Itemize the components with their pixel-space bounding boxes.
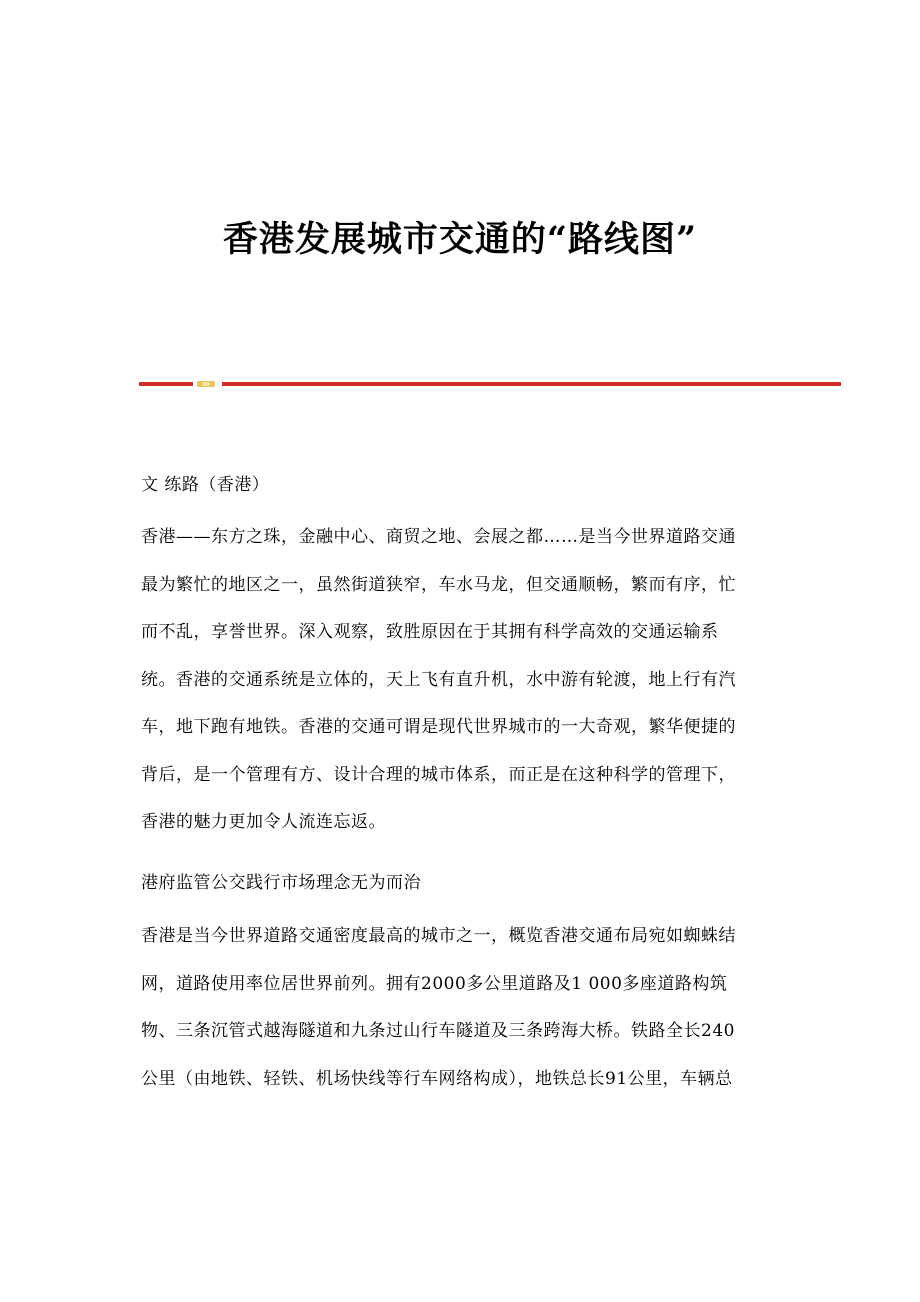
divider-left-bar xyxy=(139,382,193,386)
paragraph-line: 车，地下跑有地铁。香港的交通可谓是现代世界城市的一大奇观，繁华便捷的 xyxy=(141,717,736,737)
title-divider xyxy=(139,380,841,388)
paragraph-line: 背后，是一个管理有方、设计合理的城市体系，而正是在这种科学的管理下， xyxy=(141,764,736,785)
paragraph-line: 公里（由地铁、轻铁、机场快线等行车网络构成），地铁总长91公里，车辆总 xyxy=(141,1068,733,1089)
paragraph-line: 统。香港的交通系统是立体的，天上飞有直升机，水中游有轮渡，地上行有汽 xyxy=(141,669,736,690)
intro-paragraph xyxy=(141,514,781,847)
paragraph-line: 香港——东方之珠，金融中心、商贸之地、会展之都……是当今世界道路交通 xyxy=(141,527,736,547)
paragraph-line: 网，道路使用率位居世界前列。拥有2000多公里道路及1 000多座道路构筑 xyxy=(141,973,728,994)
document-title: 香港发展城市交通的“路线图” xyxy=(222,219,698,260)
paragraph-line: 香港是当今世界道路交通密度最高的城市之一，概览香港交通布局宛如蜘蛛结 xyxy=(141,926,736,946)
section-heading xyxy=(141,860,781,908)
section-heading-text: 港府监管公交践行市场理念无为而治 xyxy=(141,873,421,893)
paragraph-line: 物、三条沉管式越海隧道和九条过山行车隧道及三条跨海大桥。铁路全长240 xyxy=(141,1021,735,1041)
byline xyxy=(141,462,781,510)
paragraph-line: 香港的魅力更加令人流连忘返。 xyxy=(141,812,386,832)
paragraph-line: 最为繁忙的地区之一，虽然街道狭窄，车水马龙，但交通顺畅，繁而有序，忙 xyxy=(141,574,736,595)
divider-right-bar xyxy=(222,382,841,386)
section-paragraph xyxy=(141,913,781,1103)
byline-text: 文 练路（香港） xyxy=(141,475,270,495)
divider-ornament-highlight xyxy=(202,382,210,386)
paragraph-line: 而不乱，享誉世界。深入观察，致胜原因在于其拥有科学高效的交通运输系 xyxy=(141,622,719,642)
